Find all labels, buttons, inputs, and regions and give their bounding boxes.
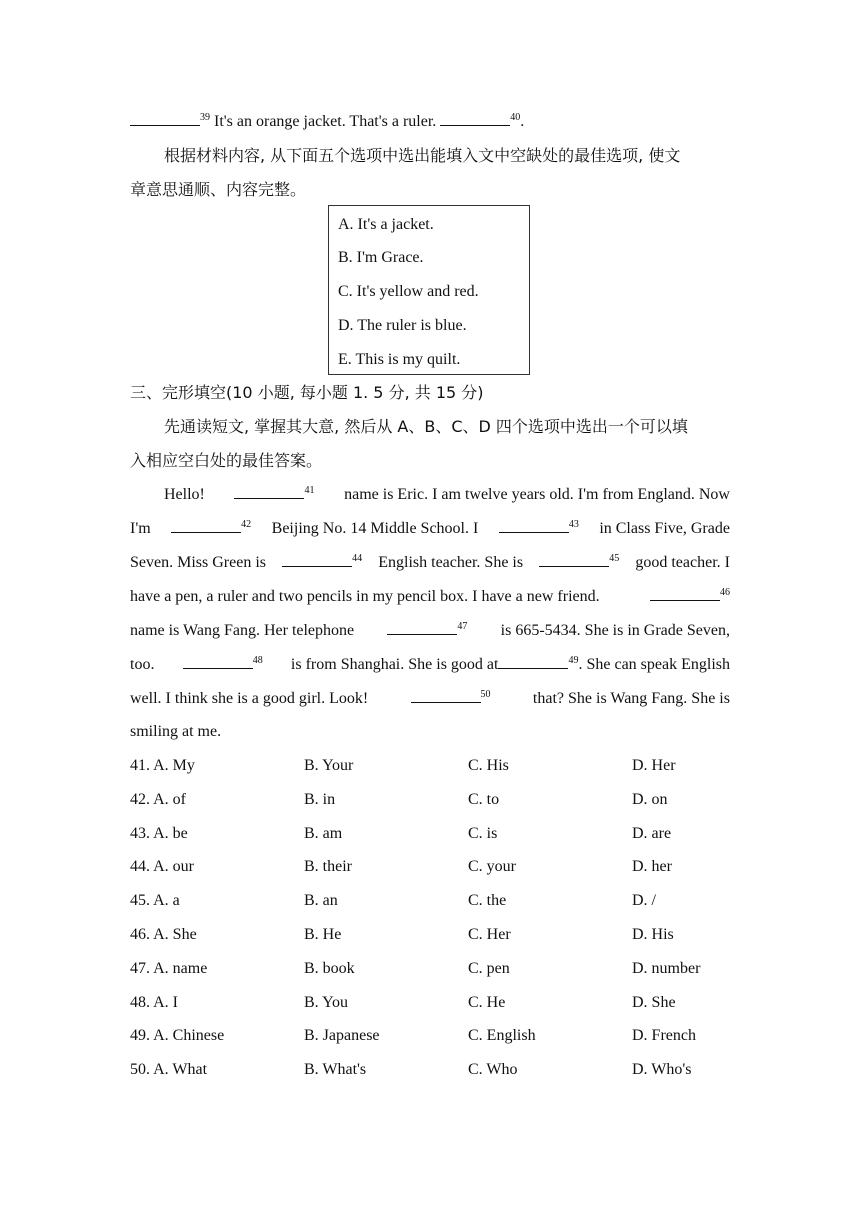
question-option-a: 49. A. Chinese (130, 1027, 225, 1045)
instruction-line: 章意思通顺、内容完整。 (130, 180, 307, 199)
passage-text: Hello! (164, 486, 205, 503)
passage-text: . She can speak English (578, 656, 730, 673)
question-option-c: C. the (468, 892, 507, 910)
question-option-c: C. His (468, 757, 509, 774)
question-option-d: D. number (632, 959, 701, 977)
option-item: E. This is my quilt. (338, 351, 461, 368)
passage-text: well. I think she is a good girl. Look! (130, 690, 369, 707)
blank-40 (440, 111, 510, 126)
option-item: C. It's yellow and red. (338, 283, 479, 300)
blank-number: 45 (609, 553, 620, 564)
blank-number: 41 (304, 485, 315, 496)
question-option-a: 45. A. a (130, 892, 180, 910)
question-option-b: B. You (304, 993, 349, 1011)
passage-line (130, 518, 730, 540)
question-option-a: 43. A. be (130, 824, 188, 842)
passage-text: Beijing No. 14 Middle School. I (271, 520, 479, 537)
question-option-a: 47. A. name (130, 959, 208, 977)
passage-text: name is Wang Fang. Her telephone (130, 622, 355, 639)
instruction-line: 入相应空白处的最佳答案。 (130, 451, 323, 470)
blank-number: 44 (352, 553, 363, 564)
passage-text: I'm (130, 520, 151, 537)
passage-line (130, 552, 730, 574)
blank-number: 46 (720, 587, 730, 598)
blank-43 (499, 518, 569, 533)
question-option-b: B. in (304, 790, 336, 808)
passage-text: English teacher. She is (378, 554, 524, 571)
question-option-d: D. She (632, 993, 676, 1011)
blank-number: 50 (480, 689, 491, 700)
passage-text: is from Shanghai. She is good at (290, 656, 499, 673)
blank-48 (183, 654, 253, 669)
question-option-c: C. He (468, 993, 506, 1011)
question-option-d: D. on (632, 790, 668, 808)
blank-number: 40 (510, 112, 521, 123)
question-option-b: B. their (304, 858, 352, 876)
question-option-a: 41. A. My (130, 757, 195, 774)
question-option-d: D. / (632, 892, 656, 910)
instruction-line: 根据材料内容, 从下面五个选项中选出能填入文中空缺处的最佳选项, 使文 (164, 146, 681, 165)
blank-number: 43 (568, 519, 579, 530)
passage-text: have a pen, a ruler and two pencils in my pencil box. I have a new friend. (130, 588, 600, 605)
blank-number: 49 (568, 655, 579, 666)
passage-text: good teacher. I (635, 554, 730, 571)
question-option-d: D. Who's (632, 1061, 692, 1079)
blank-number: 48 (252, 655, 263, 666)
passage-text: that? She is Wang Fang. She is (532, 690, 730, 707)
reading-text: . (520, 113, 525, 130)
question-option-c: C. pen (468, 959, 510, 977)
blank-47 (387, 620, 457, 635)
question-option-c: C. Her (468, 926, 511, 943)
question-option-b: B. book (304, 959, 355, 977)
passage-text: name is Eric. I am twelve years old. I'm from England. Now (344, 486, 730, 503)
instruction-line: 先通读短文, 掌握其大意, 然后从 A、B、C、D 四个选项中选出一个可以填 (164, 417, 688, 436)
question-option-c: C. is (468, 824, 498, 842)
question-option-b: B. What's (304, 1061, 367, 1079)
options-box (328, 205, 530, 375)
blank-number: 39 (200, 112, 210, 123)
blank-46 (650, 586, 720, 601)
passage-text: Seven. Miss Green is (130, 554, 266, 571)
question-option-b: B. He (304, 926, 342, 943)
passage-text: too. (130, 656, 155, 673)
blank-number: 47 (457, 621, 468, 632)
blank-50 (411, 688, 481, 703)
question-option-b: B. Japanese (304, 1027, 380, 1045)
passage-text: in Class Five, Grade (599, 520, 730, 537)
question-option-c: C. Who (468, 1061, 518, 1079)
reading-text: It's an orange jacket. That's a ruler. (210, 113, 441, 130)
question-option-a: 46. A. She (130, 926, 197, 943)
option-item: D. The ruler is blue. (338, 317, 467, 334)
question-option-b: B. am (304, 824, 343, 842)
option-item: A. It's a jacket. (338, 216, 434, 233)
option-item: B. I'm Grace. (338, 249, 424, 266)
blank-39 (130, 111, 200, 126)
passage-line (130, 654, 730, 676)
blank-42 (171, 518, 241, 533)
passage-line (164, 484, 730, 506)
blank-45 (539, 552, 609, 567)
question-option-c: C. to (468, 790, 500, 808)
question-option-a: 44. A. our (130, 858, 194, 876)
passage-line (130, 620, 730, 642)
question-option-d: D. are (632, 824, 672, 842)
blank-41 (234, 484, 304, 499)
question-option-b: B. an (304, 892, 338, 910)
passage-line (130, 586, 730, 608)
question-option-a: 42. A. of (130, 790, 186, 808)
question-option-c: C. English (468, 1027, 536, 1045)
passage-text: is 665-5434. She is in Grade Seven, (500, 622, 730, 639)
reading-tail-line (130, 111, 524, 133)
question-option-d: D. His (632, 926, 674, 943)
question-option-c: C. your (468, 858, 516, 876)
blank-49 (498, 654, 568, 669)
section-title: 三、完形填空(10 小题, 每小题 1. 5 分, 共 15 分) (130, 383, 484, 402)
passage-line (130, 688, 730, 710)
question-option-d: D. her (632, 858, 672, 876)
blank-number: 42 (241, 519, 252, 530)
passage-line: smiling at me. (130, 723, 222, 740)
question-option-a: 50. A. What (130, 1061, 208, 1079)
question-option-b: B. Your (304, 757, 354, 774)
question-option-d: D. Her (632, 757, 676, 774)
blank-44 (282, 552, 352, 567)
question-option-d: D. French (632, 1027, 696, 1045)
question-option-a: 48. A. I (130, 993, 178, 1011)
